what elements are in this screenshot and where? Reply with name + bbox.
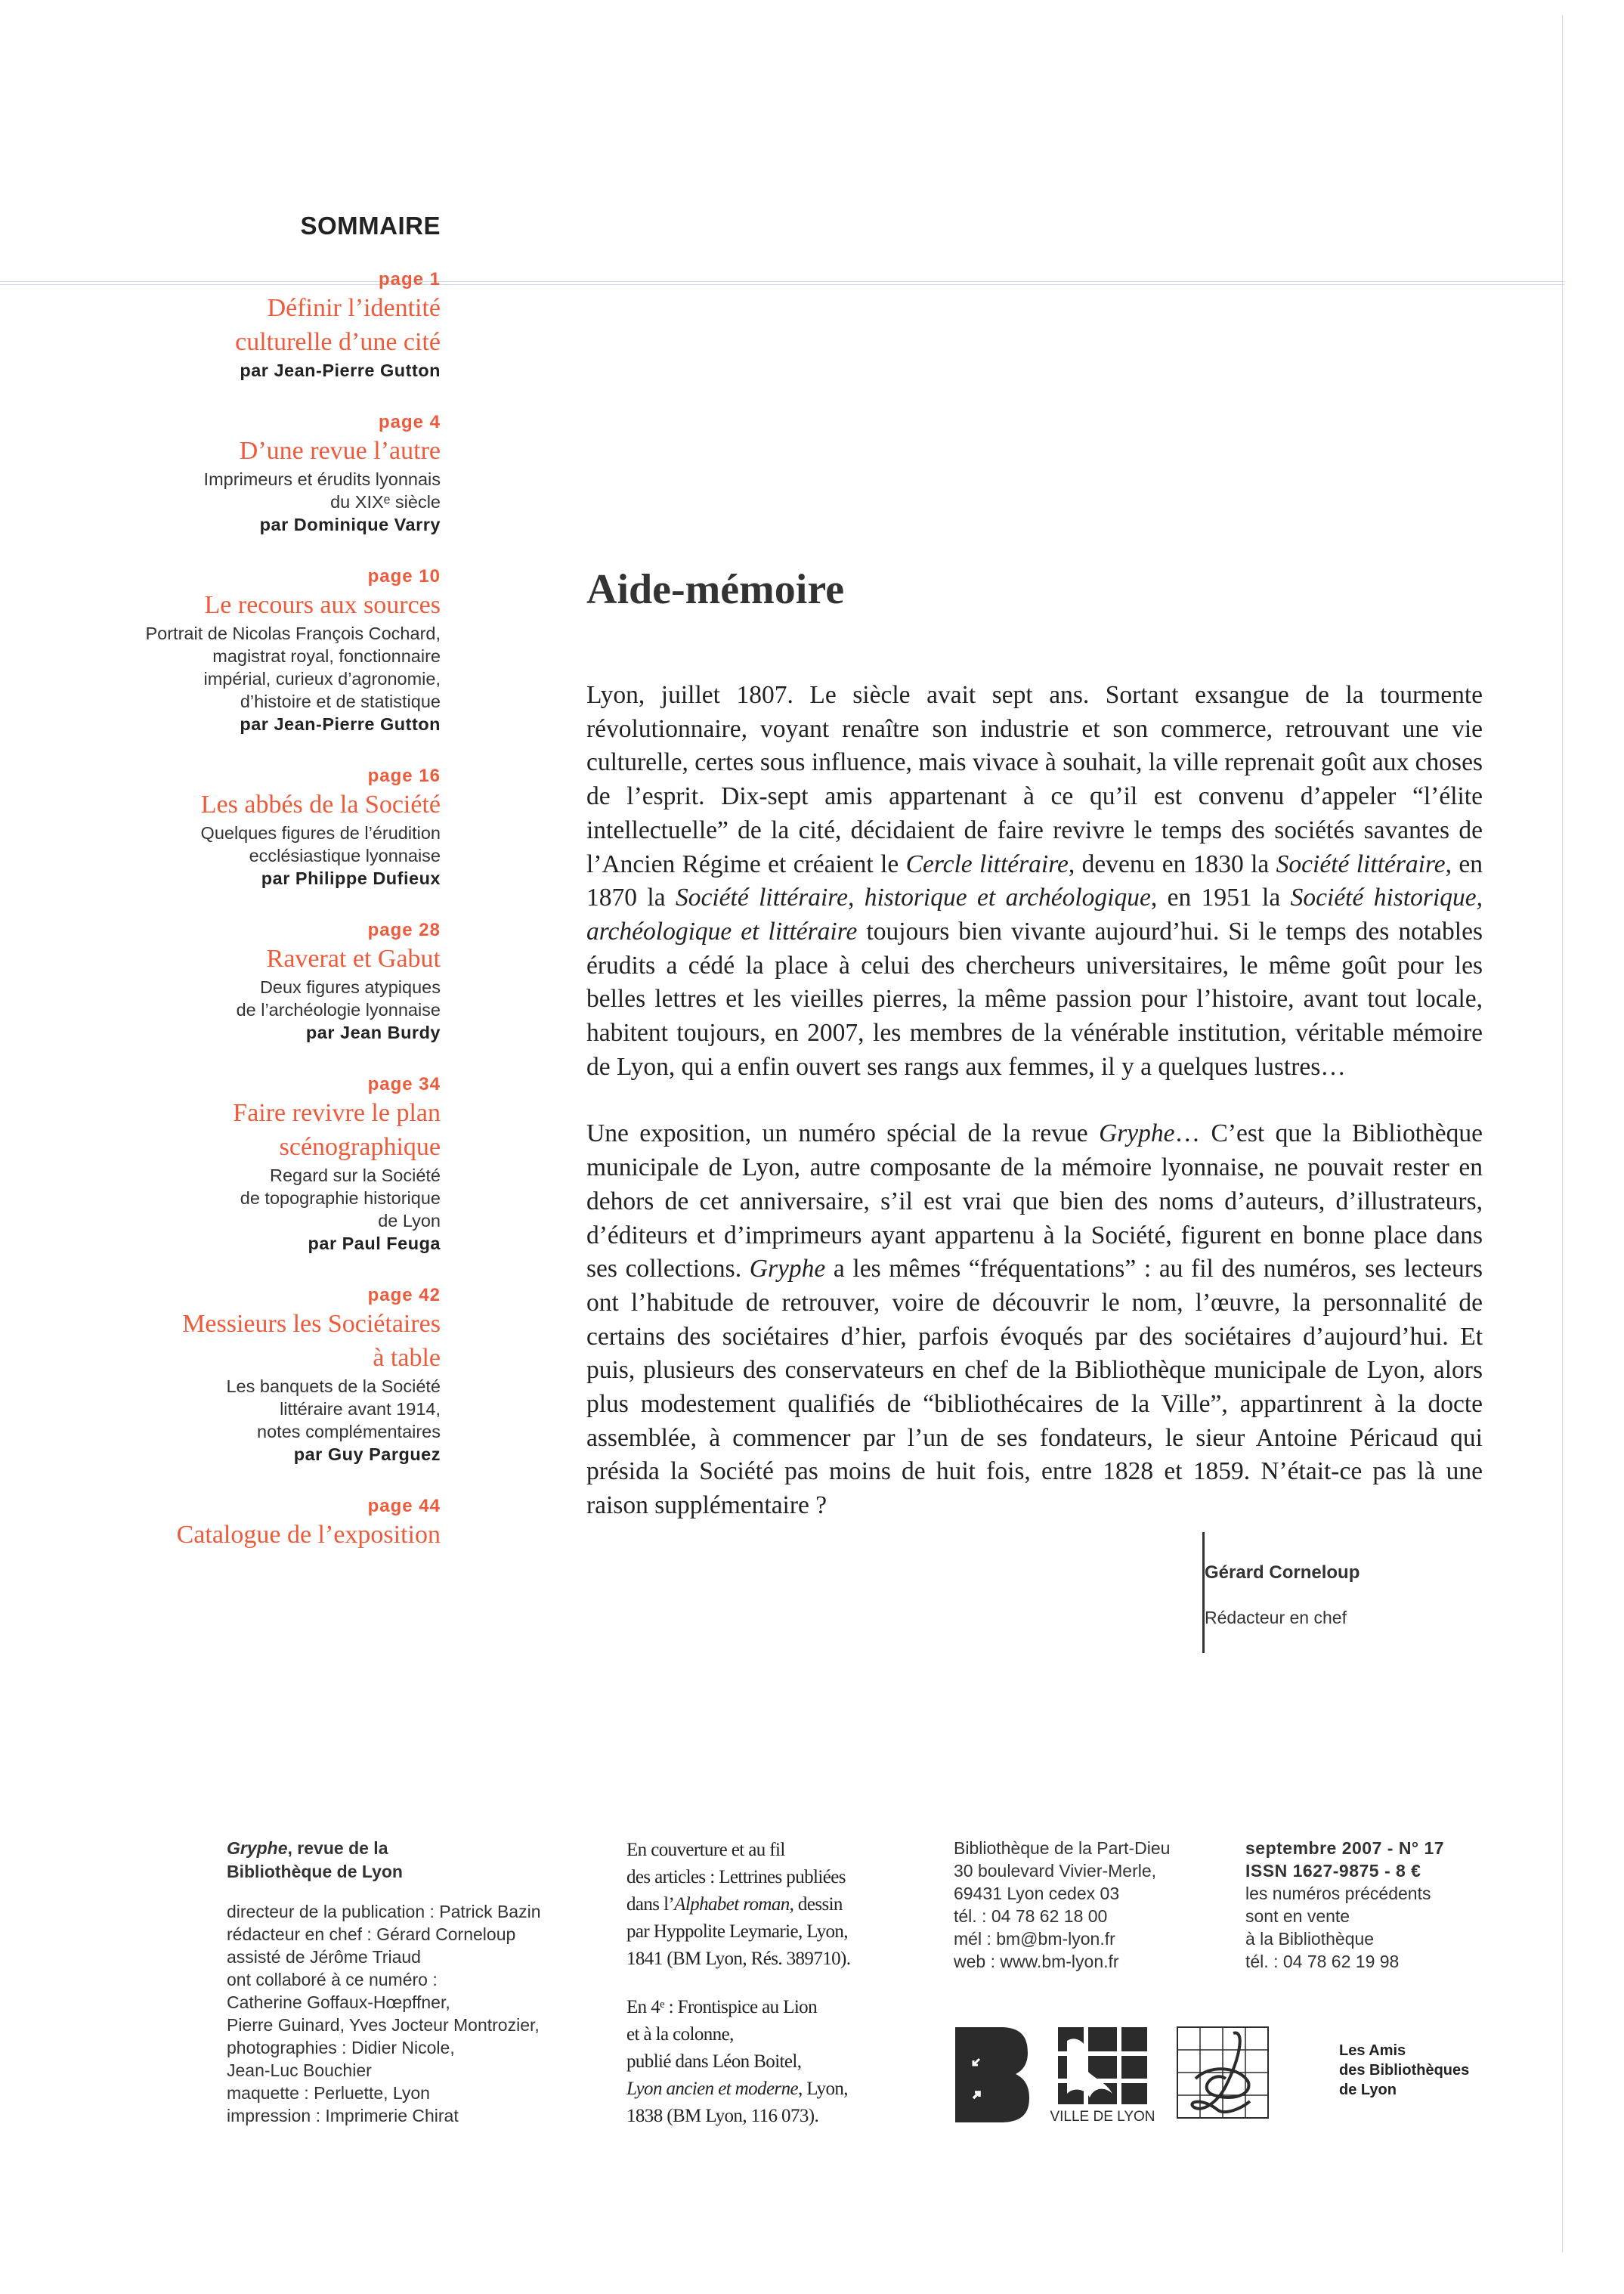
credit-line: directeur de la publication : Patrick Bazin (227, 1902, 541, 1921)
logos-svg (954, 2026, 1332, 2124)
ville-de-lyon-logo (1050, 2027, 1155, 2124)
toc-entry-subtitle: Quelques figures de l’érudition (200, 823, 441, 843)
toc-entry-author: par Dominique Varry (259, 515, 441, 534)
text-run: Une exposition, un numéro spécial de la revue (586, 1119, 1100, 1148)
toc-page-number: page 42 (367, 1285, 441, 1305)
credit-line: ont collaboré à ce numéro : (227, 1970, 438, 1989)
text-run: , devenu en 1830 la (1068, 850, 1276, 878)
credits-heading: , revue de la (287, 1838, 388, 1858)
toc-entry[interactable] (113, 919, 441, 1045)
italic-title: Gryphe (749, 1255, 826, 1283)
signature-role: Rédacteur en chef (1205, 1608, 1347, 1627)
credit-line: impression : Imprimerie Chirat (227, 2106, 459, 2125)
toc-entry-title: à table (373, 1344, 441, 1372)
article-title: Aide-mémoire (586, 566, 845, 613)
toc-page-number: page 44 (367, 1496, 441, 1516)
text-run: Lyon, juillet 1807. Le siècle avait sept ans. Sortant exsangue de la tourmente révolutionnaire, voyant renaître son industrie et son commerce, retrouvant une vie culturelle, certes sous influence, mais vivace à souhait, la ville reprenait goût aux choses de l’esprit. Dix-sept amis appartenant à ce qu’il est convenu d’appeler “l’élite intellectuelle” de la cité, décidaient de faire revivre le temps des sociétés savantes de l’Ancien Régime et créaient le (586, 681, 1483, 878)
amis-line: des Bibliothèques (1339, 2062, 1470, 2079)
page-edge-line (1562, 15, 1563, 2252)
text-run: toujours bien vivante aujourd’hui. Si le temps des notables érudits a cédé la place à celui des chercheurs universitaires, le même goût pour les belles lettres et les vieilles pierres, la même passion pour l’histoire, avant tout locale, habitent toujours, en 2007, les membres de la vénérable institution, véritable mémoire de Lyon, qui a enfin ouvert ses rangs aux femmes, il y a quelques lustres… (586, 917, 1483, 1081)
issn-price: ISSN 1627-9875 - 8 € (1245, 1861, 1421, 1881)
footer-issue-info (1245, 1837, 1444, 1973)
toc-entry-title: Le recours aux sources (204, 591, 441, 619)
toc-entry[interactable] (113, 565, 441, 736)
toc-page-number: page 16 (367, 766, 441, 786)
credits-heading-line2: Bibliothèque de Lyon (227, 1862, 403, 1881)
issue-line: à la Bibliothèque (1245, 1929, 1375, 1949)
back-cover-line: et à la colonne, (626, 2024, 734, 2045)
toc-entry-subtitle: impérial, curieux d’agronomie, (203, 669, 441, 689)
amis-bibliotheques-label (1339, 2041, 1469, 2100)
toc-page-number: page 34 (367, 1074, 441, 1094)
cover-line: dans l’ (626, 1894, 675, 1915)
back-cover-line: publié dans Léon Boitel, (626, 2051, 802, 2072)
address-line: 69431 Lyon cedex 03 (954, 1884, 1120, 1903)
cover-line-italic: Alphabet roman (674, 1894, 790, 1915)
italic-title: Société littéraire, historique et archéologique (675, 884, 1151, 912)
issue-line: sont en vente (1245, 1906, 1350, 1926)
credit-line: Pierre Guinard, Yves Jocteur Montrozier, (227, 2015, 540, 2035)
italic-title: Société historique, archéologique et littéraire (586, 884, 1483, 946)
toc-entry-title: D’une revue l’autre (239, 437, 441, 465)
amis-line: Les Amis (1339, 2042, 1406, 2059)
signature-name: Gérard Corneloup (1205, 1562, 1360, 1583)
toc-entry-subtitle: notes complémentaires (257, 1422, 441, 1441)
toc-entry-subtitle: du XIXᵉ siècle (330, 492, 441, 512)
toc-entry-title: scénographique (279, 1133, 441, 1161)
toc-entry[interactable] (113, 1073, 441, 1255)
article-paragraph (586, 679, 1483, 1084)
amis-line: de Lyon (1339, 2082, 1397, 2098)
toc-entry-title: Faire revivre le plan (233, 1099, 441, 1127)
text-run: a les mêmes “fréquentations” : au fil des numéros, ses lecteurs ont l’habitude de retrouver, voire de découvrir le nom, l’œuvre, la personnalité de certains des sociétaires d’hier, parfois évoqués par des sociétaires d’aujourd’hui. Et puis, plusieurs des conservateurs en chef de la Bibliothèque municipale de Lyon, alors plus modestement qualifiés de “bibliothécaires de la Ville”, appartinrent à la docte assemblée, à commencer par l’un de ses fondateurs, le sieur Antoine Péricaud qui présida la Société pas moins de huit fois, entre 1828 et 1859. N’était-ce pas là une raison supplémentaire ? (586, 1255, 1483, 1520)
toc-entry-title: culturelle d’une cité (235, 328, 441, 356)
toc-entry[interactable] (113, 1284, 441, 1466)
toc-entry-author: par Jean-Pierre Gutton (240, 714, 441, 734)
credit-line: Catherine Goffaux-Hœpffner, (227, 1992, 450, 2012)
toc-entry-subtitle: de topographie historique (240, 1188, 441, 1208)
back-cover-line-italic: Lyon ancien et moderne (626, 2079, 798, 2099)
toc-entry-title: Les abbés de la Société (200, 791, 441, 819)
toc-entry-author: par Guy Parguez (293, 1444, 441, 1464)
credits-heading-italic: Gryphe (227, 1838, 288, 1858)
text-run: … C’est que la Bibliothèque municipale de Lyon, autre composante de la mémoire lyonnaise, ne pouvait rester en dehors de cet anniversaire, s’il est vrai que bien des noms d’auteurs, d’illustrateurs, d’éditeurs et d’imprimeurs ayant appartenu à la Société, figurent en bonne place dans ses collections. (586, 1119, 1483, 1283)
signature-block (1202, 1532, 1360, 1653)
article-paragraph (586, 1117, 1483, 1522)
article-body (586, 679, 1483, 1556)
logos (954, 2026, 1332, 2128)
toc-entry-author: par Jean Burdy (305, 1023, 441, 1042)
credit-line: rédacteur en chef : Gérard Corneloup (227, 1924, 516, 1944)
toc-entry-subtitle: ecclésiastique lyonnaise (249, 846, 441, 865)
toc-page-number: page 28 (367, 920, 441, 940)
footer-address (954, 1837, 1170, 1973)
toc-entry-author: par Jean-Pierre Gutton (240, 361, 441, 380)
address-line: mél : bm@bm-lyon.fr (954, 1929, 1115, 1949)
address-line: web : www.bm-lyon.fr (954, 1952, 1119, 1971)
toc-entry-subtitle: Les banquets de la Société (226, 1376, 441, 1396)
footer-cover-notes (626, 1837, 850, 2130)
credit-line: assisté de Jérôme Triaud (227, 1947, 421, 1967)
issue-number: septembre 2007 - N° 17 (1245, 1838, 1445, 1858)
back-cover-line: , Lyon, (797, 2079, 848, 2099)
cover-line: des articles : Lettrines publiées (626, 1867, 846, 1887)
toc-entry-title: Catalogue de l’exposition (176, 1521, 441, 1549)
credit-line: Jean-Luc Bouchier (227, 2060, 372, 2080)
toc-entry-subtitle: de l’archéologie lyonnaise (236, 1000, 441, 1020)
toc-entry-subtitle: d’histoire et de statistique (240, 692, 441, 711)
toc-entry-subtitle: Deux figures atypiques (259, 977, 441, 997)
toc-entry-subtitle: Regard sur la Société (270, 1166, 441, 1185)
toc-entry-subtitle: de Lyon (378, 1211, 441, 1231)
toc-entry-title: Définir l’identité (267, 294, 441, 322)
issue-line: les numéros précédents (1245, 1884, 1431, 1903)
back-cover-line: En 4ᵉ : Frontispice au Lion (626, 1997, 817, 2017)
amis-bibliotheques-logo (1177, 2027, 1268, 2118)
table-of-contents (113, 268, 441, 1580)
toc-entry[interactable] (113, 268, 441, 382)
cover-line: , dessin (789, 1894, 843, 1915)
credit-line: photographies : Didier Nicole, (227, 2038, 455, 2057)
footer-credits (227, 1837, 541, 2127)
toc-entry-subtitle: Imprimeurs et érudits lyonnais (203, 469, 441, 489)
toc-entry-subtitle: littéraire avant 1914, (280, 1399, 441, 1419)
sommaire-heading: SOMMAIRE (300, 212, 441, 240)
toc-entry[interactable] (113, 411, 441, 537)
text-run: , en 1870 la (586, 850, 1483, 912)
italic-title: Gryphe (1099, 1119, 1175, 1148)
toc-entry[interactable] (113, 1495, 441, 1552)
toc-entry[interactable] (113, 765, 441, 890)
cover-line: par Hyppolite Leymarie, Lyon, (626, 1921, 848, 1942)
credit-line: maquette : Perluette, Lyon (227, 2083, 430, 2103)
ville-de-lyon-text: VILLE DE LYON (1050, 2109, 1155, 2124)
cover-line: En couverture et au fil (626, 1840, 785, 1860)
back-cover-line: 1838 (BM Lyon, 116 073). (626, 2106, 819, 2126)
toc-entry-subtitle: Portrait de Nicolas François Cochard, (145, 624, 441, 643)
toc-page-number: page 4 (378, 412, 441, 432)
toc-entry-title: Messieurs les Sociétaires (182, 1310, 441, 1338)
toc-entry-author: par Paul Feuga (308, 1234, 441, 1253)
address-line: Bibliothèque de la Part-Dieu (954, 1838, 1171, 1858)
bm-lyon-logo (955, 2027, 1029, 2122)
address-line: 30 boulevard Vivier-Merle, (954, 1861, 1157, 1881)
toc-page-number: page 10 (367, 566, 441, 587)
toc-entry-title: Raverat et Gabut (266, 945, 441, 973)
cover-line: 1841 (BM Lyon, Rés. 389710). (626, 1949, 851, 1969)
toc-entry-author: par Philippe Dufieux (261, 868, 441, 888)
issue-line: tél. : 04 78 62 19 98 (1245, 1952, 1400, 1971)
toc-page-number: page 1 (378, 269, 441, 289)
italic-title: Société littéraire (1276, 850, 1446, 878)
italic-title: Cercle littéraire (905, 850, 1069, 878)
text-run: , en 1951 la (1150, 884, 1291, 912)
toc-entry-subtitle: magistrat royal, fonctionnaire (212, 646, 441, 666)
address-line: tél. : 04 78 62 18 00 (954, 1906, 1108, 1926)
